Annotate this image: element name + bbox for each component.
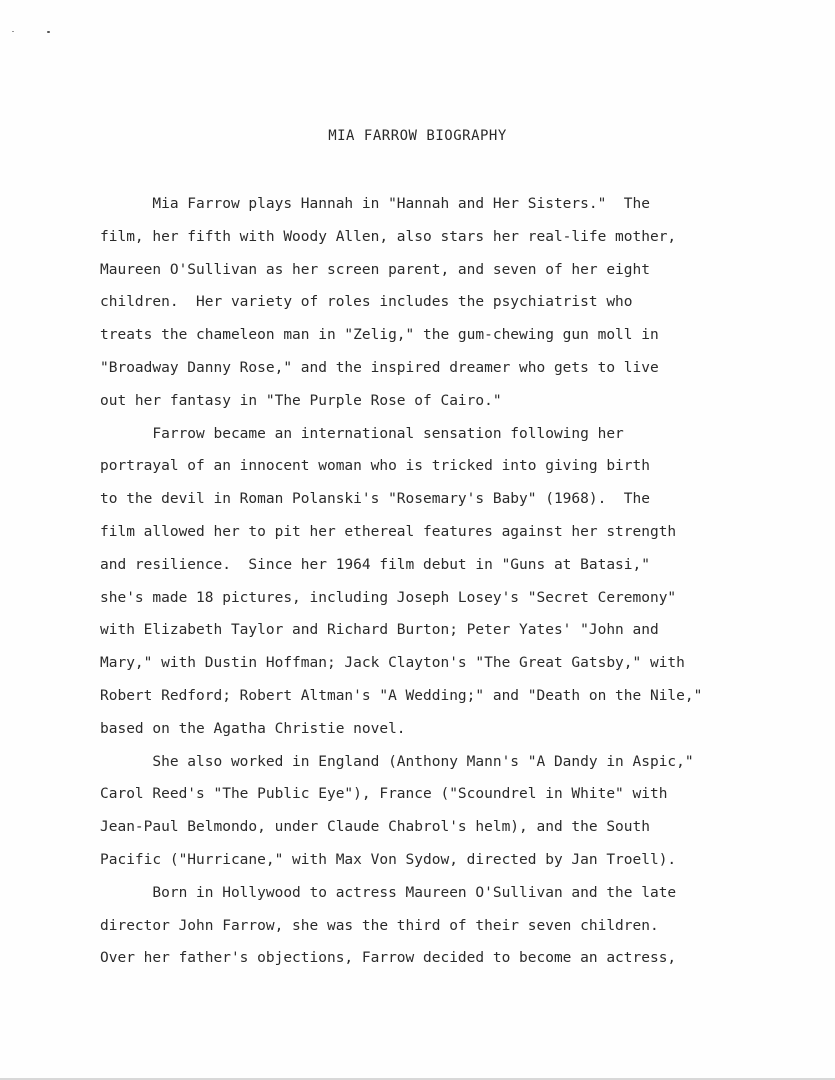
document-title: MIA FARROW BIOGRAPHY <box>328 128 507 144</box>
text-line: Born in Hollywood to actress Maureen O'Sullivan and the late <box>100 884 677 901</box>
text-line: with Elizabeth Taylor and Richard Burton; Peter Yates' "John and <box>100 622 659 639</box>
text-line: She also worked in England (Anthony Mann's "A Dandy in Aspic," <box>100 753 694 770</box>
document-body <box>100 192 800 979</box>
text-line: treats the chameleon man in "Zelig," the gum-chewing gun moll in <box>100 327 659 344</box>
text-line: "Broadway Danny Rose," and the inspired dreamer who gets to live <box>100 359 659 376</box>
text-line: children. Her variety of roles includes the psychiatrist who <box>100 294 633 311</box>
text-line: Robert Redford; Robert Altman's "A Wedding;" and "Death on the Nile," <box>100 687 703 704</box>
text-line: to the devil in Roman Polanski's "Rosemary's Baby" (1968). The <box>100 491 650 508</box>
text-line: film allowed her to pit her ethereal features against her strength <box>100 523 677 540</box>
text-line: Pacific ("Hurricane," with Max Von Sydow, directed by Jan Troell). <box>100 851 677 868</box>
scan-speck <box>12 31 14 32</box>
text-line: Maureen O'Sullivan as her screen parent, and seven of her eight <box>100 261 650 278</box>
text-line: portrayal of an innocent woman who is tricked into giving birth <box>100 458 650 475</box>
scan-speck <box>47 31 50 33</box>
text-line: based on the Agatha Christie novel. <box>100 720 406 737</box>
text-line: film, her fifth with Woody Allen, also stars her real-life mother, <box>100 228 677 245</box>
text-line: Carol Reed's "The Public Eye"), France ("Scoundrel in White" with <box>100 786 668 803</box>
text-line: and resilience. Since her 1964 film debut in "Guns at Batasi," <box>100 556 650 573</box>
text-line: Mia Farrow plays Hannah in "Hannah and Her Sisters." The <box>100 196 650 212</box>
text-line: director John Farrow, she was the third of their seven children. <box>100 917 659 934</box>
text-line: Over her father's objections, Farrow decided to become an actress, <box>100 950 677 967</box>
text-line: Farrow became an international sensation following her <box>100 425 624 442</box>
text-line: Mary," with Dustin Hoffman; Jack Clayton's "The Great Gatsby," with <box>100 655 685 672</box>
text-line: she's made 18 pictures, including Joseph Losey's "Secret Ceremony" <box>100 589 677 606</box>
text-line: out her fantasy in "The Purple Rose of Cairo." <box>100 392 502 409</box>
text-line: Jean-Paul Belmondo, under Claude Chabrol's helm), and the South <box>100 819 650 836</box>
